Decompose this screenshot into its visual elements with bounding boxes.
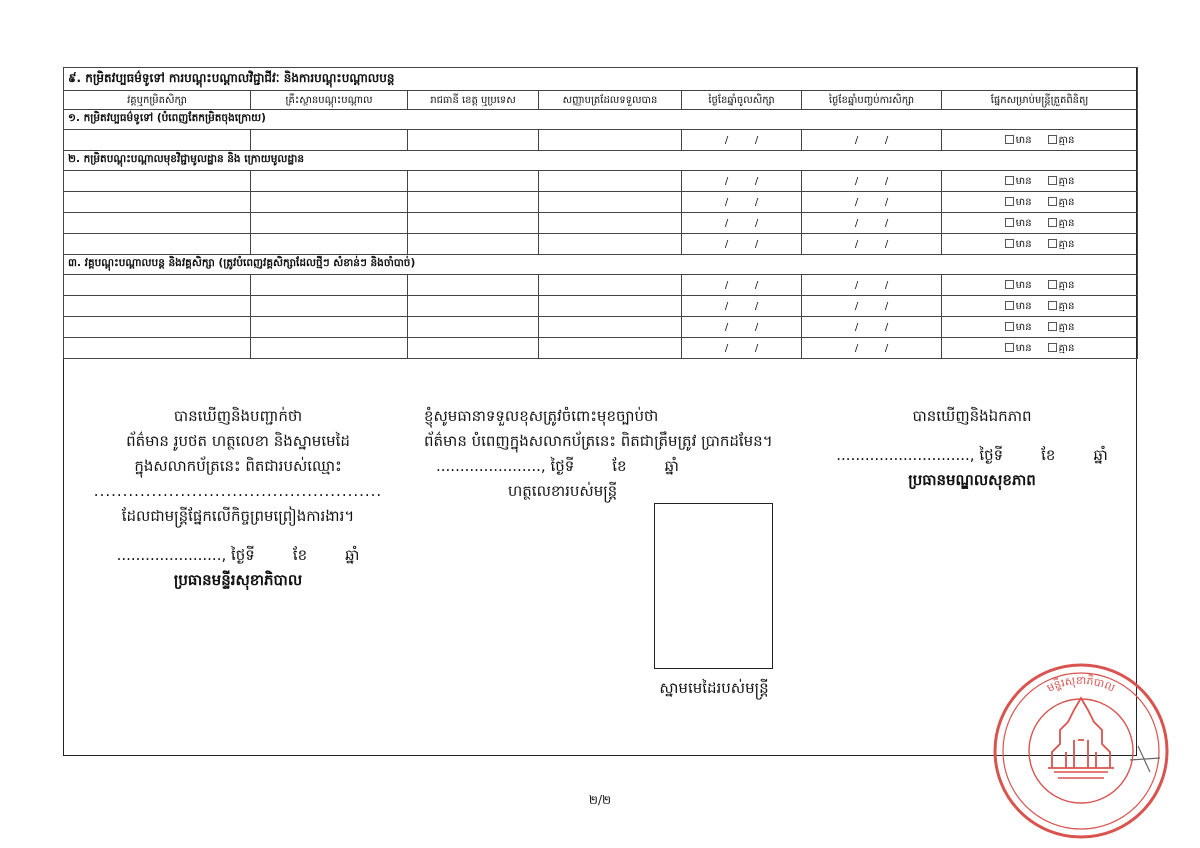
date-slash: / bbox=[854, 196, 859, 208]
date-slash: / bbox=[884, 321, 889, 333]
table-cell[interactable] bbox=[539, 192, 682, 213]
date-slash: / bbox=[754, 300, 759, 312]
table-cell[interactable] bbox=[408, 296, 539, 317]
table-header-row bbox=[64, 91, 1138, 110]
day-label: ថ្ងៃទី bbox=[550, 457, 575, 475]
column-header: សញ្ញាបត្រដែលទទួលបាន bbox=[539, 91, 682, 110]
checkbox-square-icon bbox=[1005, 322, 1014, 331]
table-cell[interactable] bbox=[539, 317, 682, 338]
table-cell[interactable] bbox=[539, 338, 682, 359]
year-label: ឆ្នាំ bbox=[664, 457, 679, 475]
table-cell[interactable] bbox=[64, 171, 251, 192]
year-label: ឆ្នាំ bbox=[1093, 446, 1108, 464]
date-slash: / bbox=[754, 279, 759, 291]
date-slash: / bbox=[724, 238, 729, 250]
checkbox-square-icon bbox=[1005, 343, 1014, 352]
table-cell[interactable] bbox=[408, 317, 539, 338]
date-slash: / bbox=[754, 321, 759, 333]
inspector-check-cell bbox=[942, 234, 1138, 255]
start-date-cell[interactable] bbox=[682, 171, 802, 192]
checkbox-square-icon bbox=[1005, 176, 1014, 185]
checkbox-yes[interactable] bbox=[1005, 343, 1032, 354]
table-cell[interactable] bbox=[408, 171, 539, 192]
inspector-check-cell bbox=[942, 171, 1138, 192]
checkbox-square-icon bbox=[1005, 218, 1014, 227]
column-header: គ្រឹះស្ថានបណ្តុះបណ្តាល bbox=[251, 91, 408, 110]
checkbox-square-icon bbox=[1048, 301, 1057, 310]
checkbox-no[interactable] bbox=[1048, 135, 1075, 146]
checkbox-no-label: គ្មាន bbox=[1058, 134, 1075, 146]
table-cell[interactable] bbox=[64, 317, 251, 338]
end-date-cell[interactable] bbox=[802, 192, 942, 213]
date-slash: / bbox=[754, 134, 759, 146]
table-cell[interactable] bbox=[64, 213, 251, 234]
table-title-row bbox=[64, 68, 1138, 91]
checkbox-yes-label: មាន bbox=[1015, 321, 1032, 333]
table-cell[interactable] bbox=[539, 275, 682, 296]
inspector-check-cell bbox=[942, 296, 1138, 317]
education-table bbox=[63, 67, 1138, 359]
checkbox-square-icon bbox=[1048, 218, 1057, 227]
date-slash: / bbox=[854, 175, 859, 187]
column-header: វគ្គឬកម្រិតសិក្សា bbox=[64, 91, 251, 110]
table-cell[interactable] bbox=[408, 338, 539, 359]
table-cell[interactable] bbox=[251, 130, 408, 151]
mid-sig-date: ......................, ថ្ងៃទី ខែ ឆ្នាំ bbox=[436, 457, 679, 475]
checkbox-no[interactable] bbox=[1048, 322, 1075, 333]
table-cell[interactable] bbox=[251, 192, 408, 213]
table-cell[interactable] bbox=[539, 171, 682, 192]
date-slash: / bbox=[854, 238, 859, 250]
checkbox-no[interactable] bbox=[1048, 239, 1075, 250]
checkbox-yes-label: មាន bbox=[1015, 175, 1032, 187]
date-slash: / bbox=[884, 196, 889, 208]
table-cell[interactable] bbox=[251, 234, 408, 255]
table-cell[interactable] bbox=[408, 275, 539, 296]
end-date-cell[interactable] bbox=[802, 317, 942, 338]
date-slash: / bbox=[884, 342, 889, 354]
table-cell[interactable] bbox=[64, 338, 251, 359]
table-cell[interactable] bbox=[408, 234, 539, 255]
checkbox-no-label: គ្មាន bbox=[1058, 279, 1075, 291]
checkbox-yes-label: មាន bbox=[1015, 300, 1032, 312]
checkbox-yes[interactable] bbox=[1005, 135, 1032, 146]
date-slash: / bbox=[884, 134, 889, 146]
left-sig-title: ប្រធានមន្ទីរសុខាភិបាល bbox=[173, 571, 303, 589]
inspector-check-cell bbox=[942, 338, 1138, 359]
year-label: ឆ្នាំ bbox=[345, 546, 360, 564]
table-row bbox=[64, 234, 1138, 255]
mid-sig-line2: ព័ត៌មាន បំពេញក្នុងសលាកប័ត្រនេះ ពិតជាត្រឹមត្រូវ ប្រាកដមែន។ bbox=[424, 432, 773, 450]
checkbox-no-label: គ្មាន bbox=[1058, 238, 1075, 250]
end-date-cell[interactable] bbox=[802, 171, 942, 192]
date-slash: / bbox=[854, 321, 859, 333]
date-slash: / bbox=[884, 175, 889, 187]
checkbox-no[interactable] bbox=[1048, 197, 1075, 208]
date-slash: / bbox=[884, 300, 889, 312]
section-label: ១. កម្រិតវប្បធម៌ទូទៅ (បំពេញតែកម្រិតចុងក្រោយ) bbox=[64, 110, 1138, 130]
end-date-cell[interactable] bbox=[802, 213, 942, 234]
date-slash: / bbox=[724, 217, 729, 229]
date-slash: / bbox=[754, 342, 759, 354]
checkbox-yes[interactable] bbox=[1005, 322, 1032, 333]
start-date-cell[interactable] bbox=[682, 234, 802, 255]
start-date-cell[interactable] bbox=[682, 317, 802, 338]
left-sig-date: ......................, ថ្ងៃទី ខែ ឆ្នាំ bbox=[116, 546, 360, 564]
checkbox-no[interactable] bbox=[1048, 176, 1075, 187]
right-signature-block bbox=[822, 404, 1122, 493]
left-sig-line3: ក្នុងសលាកប័ត្រនេះ ពិតជារបស់ឈ្មោះ bbox=[134, 457, 342, 475]
section-title: ៩. កម្រិតវប្បធម៌ទូទៅ ការបណ្តុះបណ្តាលវិជ្ជាជីវៈ និងការបណ្តុះបណ្តាលបន្ត bbox=[64, 68, 1138, 91]
table-row bbox=[64, 275, 1138, 296]
table-row bbox=[64, 338, 1138, 359]
inspector-check-cell bbox=[942, 130, 1138, 151]
inspector-check-cell bbox=[942, 213, 1138, 234]
table-cell[interactable] bbox=[251, 275, 408, 296]
inspector-check-cell bbox=[942, 317, 1138, 338]
section-label: ៣. វគ្គបណ្តុះបណ្តាលបន្ត និងវគ្គសិក្សា (ត្រូវបំពេញវគ្គសិក្សាដែលថ្មីៗ សំខាន់ៗ និងចាំបាច់) bbox=[64, 255, 1138, 275]
checkbox-square-icon bbox=[1048, 176, 1057, 185]
date-slash: / bbox=[724, 342, 729, 354]
date-slash: / bbox=[884, 279, 889, 291]
checkbox-no-label: គ្មាន bbox=[1058, 321, 1075, 333]
table-row bbox=[64, 213, 1138, 234]
table-cell[interactable] bbox=[539, 234, 682, 255]
section-label: ២. កម្រិតបណ្តុះបណ្តាលមុខវិជ្ជាមូលដ្ឋាន និង ក្រោយមូលដ្ឋាន bbox=[64, 151, 1138, 171]
table-row bbox=[64, 171, 1138, 192]
left-signature-block bbox=[78, 404, 398, 593]
left-sig-line4: ដែលជាមន្ត្រីផ្នែកលើកិច្ចព្រមព្រៀងការងារ។ bbox=[121, 507, 355, 525]
table-cell[interactable] bbox=[251, 338, 408, 359]
start-date-cell[interactable] bbox=[682, 296, 802, 317]
date-slash: / bbox=[754, 238, 759, 250]
thumbprint-label: ស្នាមមេដៃរបស់មន្ត្រី bbox=[659, 679, 769, 697]
start-date-cell[interactable] bbox=[682, 275, 802, 296]
table-row bbox=[64, 317, 1138, 338]
svg-text:មន្ទីរសុខាភិបាល bbox=[1045, 673, 1117, 694]
section-label-row bbox=[64, 151, 1138, 171]
date-slash: / bbox=[884, 217, 889, 229]
table-cell[interactable] bbox=[64, 192, 251, 213]
checkbox-yes-label: មាន bbox=[1015, 238, 1032, 250]
mid-sig-signature-label: ហត្ថលេខារបស់មន្ត្រី bbox=[508, 482, 618, 500]
checkbox-square-icon bbox=[1048, 322, 1057, 331]
checkbox-no[interactable] bbox=[1048, 280, 1075, 291]
column-header: រាជធានី ខេត្ត ឬប្រទេស bbox=[408, 91, 539, 110]
day-label: ថ្ងៃទី bbox=[979, 446, 1004, 464]
table-cell[interactable] bbox=[64, 130, 251, 151]
checkbox-no[interactable] bbox=[1048, 301, 1075, 312]
checkbox-yes-label: មាន bbox=[1015, 196, 1032, 208]
checkbox-square-icon bbox=[1048, 239, 1057, 248]
checkbox-square-icon bbox=[1005, 197, 1014, 206]
column-header: ថ្ងៃខែឆ្នាំបញ្ចប់ការសិក្សា bbox=[802, 91, 942, 110]
date-slash: / bbox=[724, 196, 729, 208]
checkbox-yes[interactable] bbox=[1005, 239, 1032, 250]
checkbox-square-icon bbox=[1005, 301, 1014, 310]
checkbox-yes-label: មាន bbox=[1015, 342, 1032, 354]
end-date-cell[interactable] bbox=[802, 234, 942, 255]
right-sig-title: ប្រធានមណ្ឌលសុខភាព bbox=[908, 471, 1036, 489]
column-header: ថ្ងៃខែឆ្នាំចូលសិក្សា bbox=[682, 91, 802, 110]
date-slash: / bbox=[724, 300, 729, 312]
date-slash: / bbox=[724, 175, 729, 187]
start-date-cell[interactable] bbox=[682, 213, 802, 234]
checkbox-yes-label: មាន bbox=[1015, 217, 1032, 229]
checkbox-square-icon bbox=[1048, 135, 1057, 144]
page-number: ២/២ bbox=[588, 793, 612, 807]
date-slash: / bbox=[854, 217, 859, 229]
month-label: ខែ bbox=[292, 546, 308, 564]
checkbox-no-label: គ្មាន bbox=[1058, 196, 1075, 208]
date-dots: ...................... bbox=[436, 457, 541, 475]
checkbox-yes[interactable] bbox=[1005, 218, 1032, 229]
checkbox-square-icon bbox=[1005, 239, 1014, 248]
table-cell[interactable] bbox=[251, 213, 408, 234]
date-slash: / bbox=[884, 238, 889, 250]
right-sig-line1: បានឃើញនិងឯកភាព bbox=[912, 407, 1032, 425]
checkbox-no-label: គ្មាន bbox=[1058, 342, 1075, 354]
right-sig-date: ............................, ថ្ងៃទី ខែ ឆ្នាំ bbox=[836, 446, 1108, 464]
mid-signature-block bbox=[420, 404, 800, 504]
checkbox-yes[interactable] bbox=[1005, 301, 1032, 312]
table-cell[interactable] bbox=[251, 296, 408, 317]
start-date-cell[interactable] bbox=[682, 338, 802, 359]
checkbox-yes[interactable] bbox=[1005, 197, 1032, 208]
official-seal bbox=[990, 660, 1172, 842]
checkbox-square-icon bbox=[1048, 343, 1057, 352]
table-cell[interactable] bbox=[408, 192, 539, 213]
table-cell[interactable] bbox=[408, 130, 539, 151]
date-slash: / bbox=[724, 321, 729, 333]
table-cell[interactable] bbox=[251, 171, 408, 192]
column-header: ផ្នែកសម្រាប់មន្ត្រីត្រួតពិនិត្យ bbox=[942, 91, 1138, 110]
date-slash: / bbox=[854, 300, 859, 312]
checkbox-no[interactable] bbox=[1048, 218, 1075, 229]
checkbox-yes-label: មាន bbox=[1015, 134, 1032, 146]
date-slash: / bbox=[854, 279, 859, 291]
month-label: ខែ bbox=[1041, 446, 1056, 464]
checkbox-yes-label: មាន bbox=[1015, 279, 1032, 291]
end-date-cell[interactable] bbox=[802, 275, 942, 296]
table-row bbox=[64, 296, 1138, 317]
checkbox-no-label: គ្មាន bbox=[1058, 175, 1075, 187]
table-cell[interactable] bbox=[64, 275, 251, 296]
table-cell[interactable] bbox=[408, 213, 539, 234]
left-sig-line1: បានឃើញនិងបញ្ជាក់ថា bbox=[173, 407, 303, 425]
end-date-cell[interactable] bbox=[802, 296, 942, 317]
month-label: ខែ bbox=[612, 457, 627, 475]
table-cell[interactable] bbox=[539, 130, 682, 151]
end-date-cell[interactable] bbox=[802, 130, 942, 151]
mid-sig-line1: ខ្ញុំសូមធានាទទួលខុសត្រូវចំពោះមុខច្បាប់ថា bbox=[424, 407, 659, 425]
seal-text: មន្ទីរសុខាភិបាល bbox=[1044, 674, 1117, 695]
inspector-check-cell bbox=[942, 192, 1138, 213]
date-slash: / bbox=[724, 134, 729, 146]
thumbprint-box bbox=[654, 503, 773, 669]
date-slash: / bbox=[854, 134, 859, 146]
left-sig-name-dots: .................................................. bbox=[93, 482, 383, 500]
date-dots: ............................ bbox=[836, 446, 970, 464]
date-slash: / bbox=[754, 217, 759, 229]
table-cell[interactable] bbox=[251, 317, 408, 338]
table-cell[interactable] bbox=[539, 296, 682, 317]
checkbox-no[interactable] bbox=[1048, 343, 1075, 354]
left-sig-line2: ព័ត៌មាន រូបថត ហត្ថលេខា និងស្នាមមេដៃ bbox=[126, 432, 350, 450]
start-date-cell[interactable] bbox=[682, 192, 802, 213]
date-slash: / bbox=[854, 342, 859, 354]
section-label-row bbox=[64, 255, 1138, 275]
table-cell[interactable] bbox=[539, 213, 682, 234]
checkbox-square-icon bbox=[1005, 135, 1014, 144]
checkbox-no-label: គ្មាន bbox=[1058, 217, 1075, 229]
checkbox-yes[interactable] bbox=[1005, 176, 1032, 187]
date-slash: / bbox=[754, 196, 759, 208]
table-row bbox=[64, 130, 1138, 151]
checkbox-no-label: គ្មាន bbox=[1058, 300, 1075, 312]
date-dots: ...................... bbox=[116, 546, 222, 564]
start-date-cell[interactable] bbox=[682, 130, 802, 151]
end-date-cell[interactable] bbox=[802, 338, 942, 359]
day-label: ថ្ងៃទី bbox=[231, 546, 255, 564]
table-cell[interactable] bbox=[64, 296, 251, 317]
checkbox-square-icon bbox=[1048, 280, 1057, 289]
table-cell[interactable] bbox=[64, 234, 251, 255]
inspector-check-cell bbox=[942, 275, 1138, 296]
checkbox-square-icon bbox=[1048, 197, 1057, 206]
checkbox-square-icon bbox=[1005, 280, 1014, 289]
checkbox-yes[interactable] bbox=[1005, 280, 1032, 291]
section-label-row bbox=[64, 110, 1138, 130]
date-slash: / bbox=[724, 279, 729, 291]
date-slash: / bbox=[754, 175, 759, 187]
table-row bbox=[64, 192, 1138, 213]
